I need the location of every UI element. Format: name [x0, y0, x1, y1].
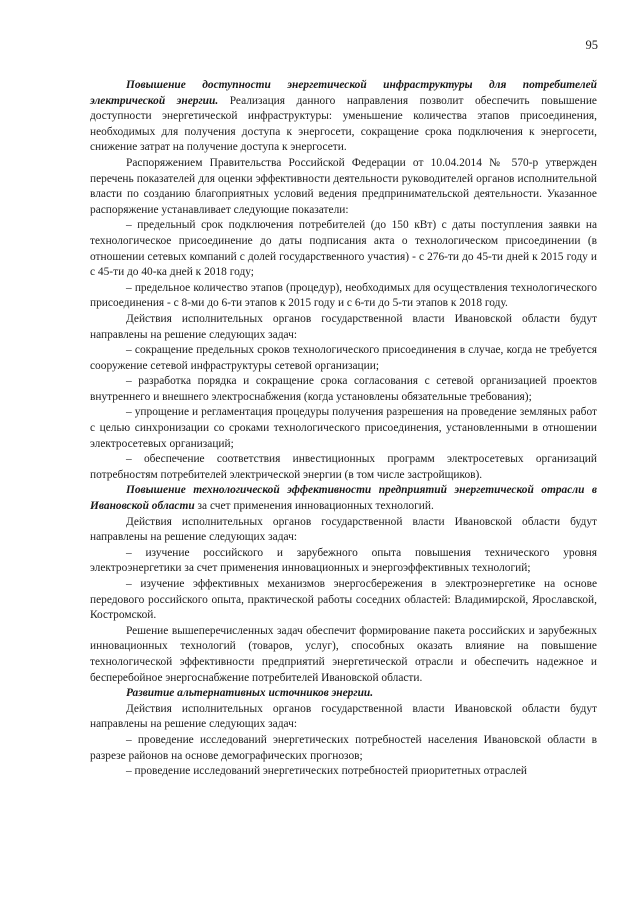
paragraph-summary: Решение вышеперечисленных задач обеспечит формирование пакета российских и зарубежных инновационных технологий (товаров, услуг), способных оказать влияние на повышение технологической эффективности предприятий энергетической отрасли и обеспечить надежное и бесперебойное энергоснабжение потребителей Ивановской области.	[90, 624, 597, 684]
paragraph-tasks-intro: Действия исполнительных органов государственной власти Ивановской области будут направлены на решение следующих задач:	[90, 515, 597, 544]
section-heading: Повышение технологической эффективности предприятий энергетической отрасли в Ивановской области	[90, 484, 597, 513]
paragraph-alternative-energy	[90, 686, 597, 702]
list-item: – обеспечение соответствия инвестиционных программ электросетевых организаций потребностям потребителей электрической энергии (в том числе застройщиков).	[90, 453, 597, 481]
list-item: – предельное количество этапов (процедур), необходимых для осуществления технологического присоединения - с 8-ми до 6-ти этапов к 2015 году и с 6-ти до 5-ти этапов к 2018 году.	[90, 281, 597, 310]
list-item: – сокращение предельных сроков технологического присоединения в случае, когда не требуется сооружение сетевой инфраструктуры сетевой организации;	[90, 344, 597, 372]
paragraph-tech-efficiency	[90, 483, 597, 514]
list-item: – упрощение и регламентация процедуры получения разрешения на проведение земляных работ с целью синхронизации со сроками технологического присоединения, установленными в отношении электросетевых организаций;	[90, 406, 597, 450]
list-item: – проведение исследований энергетических потребностей населения Ивановской области в разрезе районов на основе демографических прогнозов;	[90, 733, 597, 762]
list-item: – изучение эффективных механизмов энергосбережения в электроэнергетике на основе передового российского опыта, практической работы соседних областей: Владимирской, Ярославской, Костромской.	[90, 578, 597, 622]
page-number: 95	[585, 38, 598, 52]
paragraph-text: за счет применения инновационных технологий.	[194, 500, 434, 513]
paragraph-accessibility	[90, 78, 597, 156]
list-item: – изучение российского и зарубежного опыта повышения технического уровня электроэнергетики за счет применения инновационных и энергоэффективных технологий;	[90, 546, 597, 575]
paragraph-decree: Распоряжением Правительства Российской Федерации от 10.04.2014 № 570-р утвержден перечень показателей для оценки эффективности деятельности руководителей органов исполнительной власти по созданию благоприятных условий ведения предпринимательской деятельности. Указанное распоряжение устанавливает следующие показатели:	[90, 156, 597, 216]
list-item: – разработка порядка и сокращение срока согласования с сетевой организацией проектов внутреннего и внешнего электроснабжения (когда установлены обязательные требования);	[90, 375, 597, 403]
paragraph-tasks-intro: Действия исполнительных органов государственной власти Ивановской области будут направлены на решение следующих задач:	[90, 702, 597, 731]
paragraph-tasks-intro: Действия исполнительных органов государственной власти Ивановской области будут направлены на решение следующих задач:	[90, 312, 597, 341]
list-item: – проведение исследований энергетических потребностей приоритетных отраслей	[126, 765, 527, 778]
paragraph-text: Реализация данного направления позволит обеспечить повышение доступности энергетической инфраструктуры: уменьшение количества этапов присоединения, необходимых для получения доступа к энергосети, сокращение срока подключения к энергосети, снижение затрат на получение доступа к энергосети.	[90, 94, 597, 154]
section-heading: Повышение доступности энергетической инфраструктуры для потребителей электрической энергии.	[90, 79, 597, 107]
section-heading: Развитие альтернативных источников энергии.	[126, 687, 374, 700]
list-item: – предельный срок подключения потребителей (до 150 кВт) с даты поступления заявки на технологическое присоединение до даты подписания акта о технологическом присоединении (в отношении сетевых компаний с долей государственного участия) - с 276-ти до 45-ти дней к 2015 году и с 45-ти до 40-ка дней к 2018 году;	[90, 219, 597, 279]
document-body	[90, 78, 597, 780]
